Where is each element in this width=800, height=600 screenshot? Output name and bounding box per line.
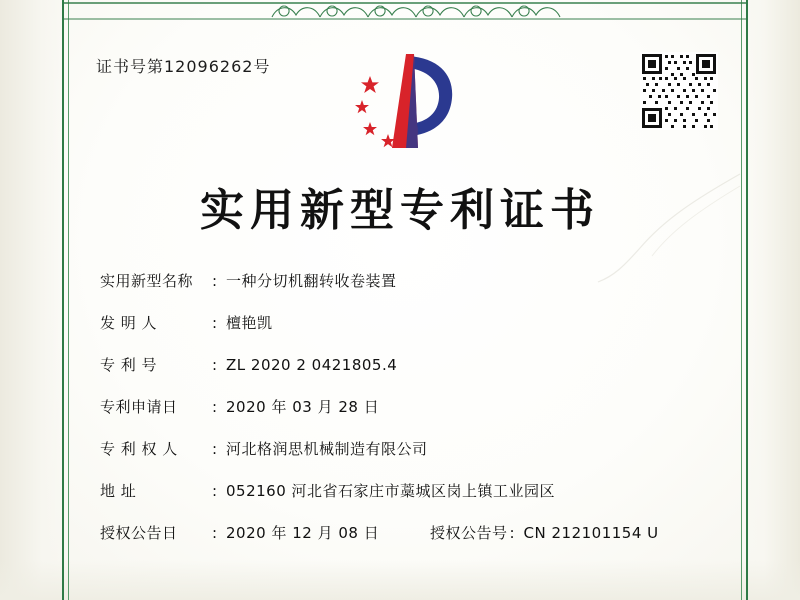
field-value: 一种分切机翻转收卷装置 <box>226 272 397 290</box>
field-value: 檀艳凯 <box>226 314 273 332</box>
grant-number-group <box>430 522 659 543</box>
field-colon: : <box>212 314 218 332</box>
top-ornament-band <box>62 0 748 22</box>
field-list <box>100 270 720 564</box>
field-label: 授权公告号 <box>430 524 508 542</box>
field-row-address <box>100 480 720 501</box>
page-title: 实用新型专利证书 <box>200 185 600 236</box>
field-label: 发 明 人 <box>100 314 158 332</box>
patent-office-emblem-icon <box>348 48 468 158</box>
field-label: 授权公告日 <box>100 524 178 542</box>
field-colon: : <box>212 482 218 500</box>
field-row-inventor <box>100 312 720 333</box>
field-label: 实用新型名称 <box>100 272 194 290</box>
field-row-patentee <box>100 438 720 459</box>
qr-code-icon <box>640 52 718 130</box>
field-colon: : <box>212 440 218 458</box>
field-label: 专 利 权 人 <box>100 440 178 458</box>
page-edge-right <box>740 0 800 600</box>
page-edge-left <box>0 0 70 600</box>
field-row-application-date <box>100 396 720 417</box>
field-label: 专 利 号 <box>100 356 158 374</box>
field-value: 2020 年 03 月 28 日 <box>226 398 380 416</box>
field-value: CN 212101154 U <box>523 524 659 542</box>
field-value: ZL 2020 2 0421805.4 <box>226 356 398 374</box>
field-colon: : <box>212 272 218 290</box>
field-colon: : <box>212 524 218 542</box>
field-colon: : <box>212 398 218 416</box>
field-label: 专利申请日 <box>100 398 178 416</box>
field-row-utility-model-name <box>100 270 720 291</box>
field-colon: : <box>509 524 515 542</box>
field-value: 052160 河北省石家庄市藁城区岗上镇工业园区 <box>226 482 556 500</box>
field-row-patent-number <box>100 354 720 375</box>
grant-date-group <box>100 522 430 543</box>
field-value: 2020 年 12 月 08 日 <box>226 524 380 542</box>
field-row-grant-announcement <box>100 522 720 543</box>
field-value: 河北格润思机械制造有限公司 <box>226 440 428 458</box>
field-label: 地 址 <box>100 482 137 500</box>
field-colon: : <box>212 356 218 374</box>
certificate-number: 证书号第12096262号 <box>96 57 271 76</box>
